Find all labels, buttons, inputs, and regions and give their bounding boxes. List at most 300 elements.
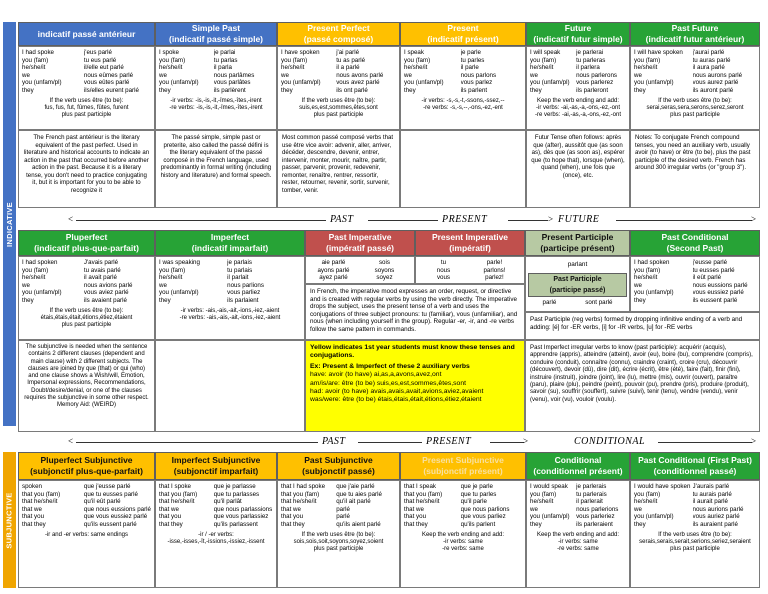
conjugation-row xyxy=(404,72,522,80)
english-form: we xyxy=(634,71,642,79)
french-form: ils parlaient xyxy=(227,296,259,304)
english-form: they xyxy=(634,86,646,94)
french-form: vous parlerez xyxy=(576,79,614,87)
conjugation-row xyxy=(419,274,521,282)
conj-pluperfect xyxy=(18,256,155,340)
french-form: je parlerai xyxy=(576,49,604,56)
english-form: you (unfam/pl) xyxy=(634,79,674,87)
timeline-past-present-future: < PAST PRESENT > FUTURE > xyxy=(68,214,757,225)
french-form: tu eus parlé xyxy=(83,56,117,64)
conjugation-row xyxy=(159,49,273,57)
french-form: tu parleras xyxy=(576,56,606,64)
conjugation-row xyxy=(159,521,273,529)
conj-present-imperative xyxy=(415,256,525,284)
header-pluperfect: Pluperfect (indicatif plus-que-parfait) xyxy=(18,230,155,256)
english-form: that he/she/it xyxy=(22,498,58,506)
english-form: we xyxy=(281,71,289,79)
english-form: we xyxy=(159,71,167,79)
conjugation-row xyxy=(22,483,151,491)
english-form: that I had spoke xyxy=(281,483,326,490)
header-imperfect-subjunctive: Imperfect Subjunctive (subjonctif imparfait) xyxy=(155,452,277,480)
conjugation-row xyxy=(404,521,522,529)
english-form: that he/she/it xyxy=(281,498,317,506)
header-past-participle: Past Participle (participe passé) xyxy=(528,273,627,297)
french-form: vous avez parlé xyxy=(336,79,380,87)
conjugation-row xyxy=(22,513,151,521)
conjugation-row xyxy=(634,259,756,267)
header-passe-anterieur: indicatif passé antérieur xyxy=(18,22,155,46)
french-form: nous parlâmes xyxy=(213,71,255,79)
conjugation-row xyxy=(634,513,756,521)
conj-past-imperative xyxy=(305,256,415,284)
present-participle-value: parlant xyxy=(567,261,588,268)
header-present-perfect: Present Perfect (passé composé) xyxy=(277,22,400,46)
conjugation-row xyxy=(530,521,626,529)
french-form: il eût parlé xyxy=(692,274,722,282)
french-form: je parlais xyxy=(227,259,252,266)
english-form: we xyxy=(634,505,642,513)
conj-past-subjunctive xyxy=(277,480,400,588)
french-form: je parlai xyxy=(213,49,236,56)
conj-past-future xyxy=(630,46,760,130)
english-form: that you (fam) xyxy=(22,490,61,498)
english-form: vous xyxy=(436,274,451,282)
english-form: I would have spoken xyxy=(634,483,691,490)
conjugation-row xyxy=(530,72,626,80)
english-form: that we xyxy=(281,505,301,513)
conjugation-row xyxy=(22,79,151,87)
french-form: ils/elles eurent parlé xyxy=(83,86,139,94)
english-form: that you xyxy=(281,513,304,521)
header-simple-past: Simple Past (indicatif passé simple) xyxy=(155,22,277,46)
conjugation-row xyxy=(22,506,151,514)
conjugation-row xyxy=(22,49,151,57)
french-form: vous eûtes parlé xyxy=(83,79,130,87)
note-present-perfect: Most common passé composé verbs that use être vice avoir: advenir, aller, arriver, décéder, descendre, devenir, entrer, intervenir, monter, mourir, naître, partir, passer, parvenir, provenir, redevenir, remonter, renaître, rentrer, ressortir, rester, retourner, revenir, sortir, survenir, tomber, venir. xyxy=(277,130,400,208)
conj-present xyxy=(400,46,526,130)
french-form: il a parlé xyxy=(336,64,360,72)
conjugation-footnote: If the verb uses être (to be): fus, fus, fut, fûmes, fûtes, furent plus past participle xyxy=(44,97,129,119)
french-form: tu as parlé xyxy=(336,56,366,64)
conjugation-footnote: If the verb uses être (to be): serais,serais,serait,serions,seriez,seraient plus past participle xyxy=(639,531,751,553)
header-pluperfect-subjunctive: Pluperfect Subjunctive (subjonctif plus-que-parfait) xyxy=(18,452,155,480)
conjugation-row xyxy=(634,57,756,65)
note-yellow-key: Yellow indicates 1st year students must know these tenses and conjugations. Ex: Present & Imperfect of these 2 auxiliary verbs have: avoir (to have) ai,as,a,avons,avez,ont am/is/are: être (to be) suis,es,est,sommes,êtes,sont had: avoir (to have) avais,avais,avait,avions,aviez,avaient was/were: être (to be) étais,étais,était,étions,étiez,étaient xyxy=(305,340,525,432)
conjugation-row xyxy=(530,483,626,491)
conjugation-row xyxy=(281,87,396,95)
english-form: spoken xyxy=(22,483,42,490)
conjugation-row xyxy=(634,521,756,529)
conj-past-conditional-first xyxy=(630,480,760,588)
english-form: you (unfam/pl) xyxy=(404,79,444,87)
french-form: sois xyxy=(378,259,390,266)
conjugation-row xyxy=(404,57,522,65)
note-simple-past: The passé simple, simple past or preterite, also called the passé défini is the literary equivalent of the passé composé in the French language, used predominantly in formal writing (including history and literature) and formal speech. xyxy=(155,130,277,208)
french-form: ils parlent xyxy=(460,86,488,94)
conjugation-row xyxy=(159,483,273,491)
english-form: you (unfam/pl) xyxy=(530,513,570,521)
conjugation-row xyxy=(634,297,756,305)
french-form: vous aurez parlé xyxy=(692,79,739,87)
french-form: ils avaient parlé xyxy=(83,296,127,304)
conjugation-row xyxy=(159,282,301,290)
conjugation-row xyxy=(419,259,521,267)
english-form: that we xyxy=(159,505,179,513)
conjugation-footnote: Keep the verb ending and add: -ir verbs: same -re verbs: same xyxy=(536,531,620,553)
conjugation-row xyxy=(530,87,626,95)
conjugation-row xyxy=(159,64,273,72)
english-form: that you xyxy=(22,513,45,521)
english-form: that you (fam) xyxy=(159,490,198,498)
english-form: that we xyxy=(22,505,42,513)
english-form: he/she/it xyxy=(159,64,183,72)
english-form: you (unfam/pl) xyxy=(281,79,321,87)
conjugation-row xyxy=(159,491,273,499)
conjugation-row xyxy=(404,506,522,514)
note-passe-anterieur: The French past antérieur is the literary equivalent of the past perfect. Used in literature and historical accounts to indicate an action in the past that occurred before another action in the past. Because it is a literary tense, you don't need to practice conjugating it, but it is important for you to be able to recognize it xyxy=(18,130,155,208)
french-form: tu parlerais xyxy=(576,490,607,498)
english-form: they xyxy=(22,86,34,94)
conjugation-row xyxy=(634,498,756,506)
english-form: you (fam) xyxy=(634,266,661,274)
french-form: J'aurais parlé xyxy=(692,483,730,490)
conjugation-row xyxy=(22,87,151,95)
english-form: you (fam) xyxy=(281,56,308,64)
conjugation-row xyxy=(159,289,301,297)
conjugation-row xyxy=(404,49,522,57)
french-form: parle! xyxy=(486,259,503,266)
participle-block xyxy=(525,256,630,312)
english-form: we xyxy=(530,71,538,79)
conjugation-row xyxy=(634,79,756,87)
subjunctive-side-label: SUBJUNCTIVE xyxy=(3,452,16,588)
note-imperative: In French, the imperative mood expresses an order, request, or directive and is created with regular verbs by using the verb directly. The imperative drops the subject, uses the present tense of a verb and uses the conjugations of three subject pronouns: tu (familiar), vous (unfamiliar), and nous (when including yourself in the group). Regular -er, -ir, and -re verbs follow the same pattern in commands. xyxy=(305,284,525,340)
french-form: soyons xyxy=(374,266,395,274)
conjugation-row xyxy=(22,297,151,305)
french-form: que j'aie parlé xyxy=(336,483,375,490)
conjugation-row xyxy=(634,267,756,275)
english-form: I had spoken xyxy=(22,259,58,266)
english-form: that you xyxy=(159,513,182,521)
conj-imperfect xyxy=(155,256,305,340)
english-form: we xyxy=(22,71,30,79)
conjugation-row xyxy=(159,506,273,514)
english-form: we xyxy=(22,281,30,289)
english-form: that they xyxy=(159,520,183,528)
note-past-future: Notes: To conjugate French compound tenses, you need an auxiliary verb, usually avoir (to have) or être (to be), plus the past participle of the desired verb. French has around 300 irregular verbs (or "group 3"). xyxy=(630,130,760,208)
conjugation-footnote: -ir verbs: -s,-s,-t,-ssons,-ssez,-- -re verbs: -s,-s,--,-ons,-ez,-ent xyxy=(421,97,505,111)
conjugation-row xyxy=(22,274,151,282)
french-form: il parlera xyxy=(576,64,600,72)
french-form: qu'il ait parlé xyxy=(336,498,371,506)
conj-pluperfect-subjunctive xyxy=(18,480,155,588)
english-form: tu xyxy=(440,259,447,266)
timeline-past-present-conditional: < PAST PRESENT > CONDITIONAL > xyxy=(68,436,757,447)
french-form: il parlait xyxy=(227,274,249,282)
english-form: they xyxy=(159,296,171,304)
french-form: vous parlez xyxy=(460,79,493,87)
french-form: parlé xyxy=(336,513,350,521)
note-present xyxy=(400,130,526,208)
english-form: they xyxy=(404,86,416,94)
conjugation-footnote: If the verb uses être (to be): serai,seras,sera,serons,serez,seront plus past participle xyxy=(646,97,744,119)
french-form: qu'il parlât xyxy=(213,498,242,506)
note-future: Futur Tense often follows: après que (after), aussitôt que (as soon as), dès que (as soon as), espérer que (to hope that), lorsque (when), quand (when), une fois que (once), etc. xyxy=(526,130,630,208)
french-form: ils ont parlé xyxy=(336,86,368,94)
conjugation-row xyxy=(419,267,521,275)
conjugation-row xyxy=(404,498,522,506)
french-form: tu parlas xyxy=(213,56,238,64)
french-form: vous eussiez parlé xyxy=(692,289,744,297)
english-form: you (unfam/pl) xyxy=(22,79,62,87)
english-form: I have spoken xyxy=(281,49,320,56)
french-form: tu parlais xyxy=(227,266,253,274)
conj-past-conditional-second xyxy=(630,256,760,312)
conjugation-footnote: -ir and -er verbs: same endings xyxy=(44,531,129,538)
english-form: you (unfam/pl) xyxy=(634,513,674,521)
english-form: he/she/it xyxy=(159,274,183,282)
conjugation-row xyxy=(281,57,396,65)
conjugation-row xyxy=(634,289,756,297)
french-form: que tu aies parlé xyxy=(336,490,382,498)
french-form: vous parliez xyxy=(227,289,261,297)
conjugation-row xyxy=(22,72,151,80)
conjugation-row xyxy=(159,87,273,95)
header-future: Future (indicatif futur simple) xyxy=(526,22,630,46)
french-form: que nous eussions parlé xyxy=(83,505,151,513)
header-present: Present (indicatif présent) xyxy=(400,22,526,46)
conjugation-row xyxy=(634,64,756,72)
conjugation-row xyxy=(281,483,396,491)
french-form: que nous parlions xyxy=(460,505,510,513)
conjugation-footnote: -ir verbs: -is,-is,-it,-îmes,-îtes,-irent -re verbs: -is,-is,-it,-îmes,-îtes,-irent xyxy=(169,97,263,111)
header-present-imperative: Present Imperative (impératif) xyxy=(415,230,525,256)
french-form: j'aurai parlé xyxy=(692,49,725,56)
conjugation-row xyxy=(530,64,626,72)
conjugation-footnote: -ir / -er verbs: -isse,-isses,-ît,-issions,-issiez,-issent xyxy=(167,531,265,545)
french-form: nous parlerons xyxy=(576,71,618,79)
conjugation-row xyxy=(530,79,626,87)
conjugation-row xyxy=(22,57,151,65)
french-form: que vous parliez xyxy=(460,513,506,521)
english-form: they xyxy=(530,520,542,528)
conj-future xyxy=(526,46,630,130)
timeline-past-label: PAST xyxy=(330,214,354,225)
conjugation-row xyxy=(404,491,522,499)
english-form: that we xyxy=(404,505,424,513)
english-form: they xyxy=(159,86,171,94)
conjugation-row xyxy=(159,79,273,87)
french-form: tu avais parlé xyxy=(83,266,121,274)
french-form: ils parlèrent xyxy=(213,86,246,94)
conjugation-row xyxy=(530,49,626,57)
english-form: you (unfam/pl) xyxy=(634,289,674,297)
french-form: qu'il eût parlé xyxy=(83,498,121,506)
english-form: I was speaking xyxy=(159,259,200,266)
timeline-present-label: PRESENT xyxy=(442,214,488,225)
english-form: you (unfam/pl) xyxy=(530,79,570,87)
conjugation-row xyxy=(404,87,522,95)
french-form: ils eussent parlé xyxy=(692,296,738,304)
french-form: j'ai parlé xyxy=(336,49,360,56)
french-form: qu'ils parlassent xyxy=(213,520,258,528)
french-form: que tu eusses parlé xyxy=(83,490,138,498)
english-form: you (fam) xyxy=(22,56,49,64)
conjugation-footnote: If the verb uses être (to be): suis,es,est,sommes,êtes,sont plus past participle xyxy=(299,97,378,119)
conj-passe-anterieur xyxy=(18,46,155,130)
conjugation-row xyxy=(530,513,626,521)
conjugation-footnote: Keep the verb ending and add: -ir verbs: -ai,-as,-a,-ons,-ez,-ont -re verbs: -ai,-as,-a,-ons,-ez,-ont xyxy=(534,97,622,119)
conjugation-row xyxy=(22,64,151,72)
conjugation-row xyxy=(634,274,756,282)
french-form: nous parlerions xyxy=(576,505,619,513)
conjugation-row xyxy=(22,491,151,499)
french-form: qu'ils aient parlé xyxy=(336,520,381,528)
english-form: they xyxy=(634,296,646,304)
timeline-future-label: FUTURE xyxy=(558,214,600,225)
conjugation-row xyxy=(634,483,756,491)
english-form: ayez parlé xyxy=(319,274,348,282)
english-form: that you (fam) xyxy=(281,490,320,498)
french-form: ils parleront xyxy=(576,86,609,94)
conjugation-row xyxy=(530,57,626,65)
french-form: ils auraient parlé xyxy=(692,520,738,528)
header-past-future: Past Future (indicatif futur antérieur) xyxy=(630,22,760,46)
timeline2-conditional-label: CONDITIONAL xyxy=(574,436,646,447)
english-form: I will speak xyxy=(530,49,561,56)
french-form: il avait parlé xyxy=(83,274,117,282)
conjugation-row xyxy=(281,506,396,514)
conjugation-footnote: -ir verbs: -ais,-ais,-ait,-ions,-iez,-aient -re verbs: -ais,-ais,-ait,-ions,-iez,-aient xyxy=(179,307,281,321)
french-form: qu'il parle xyxy=(460,498,487,506)
note-irregular-participles: Past Imperfect irregular verbs to know (past participle): acquérir (acquis), apprendre (appris), atteindre (atteint), avoir (eu), boire (bu), comprendre (compris), conduire (conduit), connaître (connu), craindre (craint), croire (cru), découvrir (découvert), devoir (dû), dire (dit), écrire (écrit), être (été), faire (fait), finir (fini), instruire (instruit), joindre (joint), lire (lu), mettre (mis), ouvrir (ouvert), paraître (paru), plaire (plu), peindre (peint), pouvoir (pu), prendre (pris), produire (produit), savoir (su), souffrir (souffert), suivre (suivi), tenir (tenu), vendre (vendu), venir (venu), voir (vu), vouloir (voulu). xyxy=(525,340,760,432)
french-form: nous aurions parlé xyxy=(692,505,744,513)
english-form: he/she/it xyxy=(281,64,305,72)
english-form: they xyxy=(634,520,646,528)
english-form: they xyxy=(281,86,293,94)
english-form: we xyxy=(159,281,167,289)
english-form: that he/she/it xyxy=(404,498,440,506)
conjugation-row xyxy=(281,72,396,80)
conjugation-row xyxy=(530,498,626,506)
english-form: you (fam) xyxy=(159,266,186,274)
english-form: you (unfam/pl) xyxy=(159,289,199,297)
french-form: J'avais parlé xyxy=(83,259,119,266)
header-imperfect: Imperfect (indicatif imparfait) xyxy=(155,230,305,256)
french-form: qu'ils eussent parlé xyxy=(83,520,137,528)
english-form: we xyxy=(634,281,642,289)
header-past-imperative: Past Imperative (impératif passé) xyxy=(305,230,415,256)
header-present-participle: Present Participle (participe présent) xyxy=(525,230,630,256)
french-form: que je parlasse xyxy=(213,483,256,490)
english-form: he/she/it xyxy=(530,64,554,72)
conj-present-perfect xyxy=(277,46,400,130)
conjugation-row xyxy=(22,521,151,529)
english-form: you (fam) xyxy=(634,56,661,64)
english-form: he/she/it xyxy=(404,64,428,72)
french-form: ils parleraient xyxy=(576,520,613,528)
conjugation-row xyxy=(281,521,396,529)
conjugation-row xyxy=(634,87,756,95)
english-form: he/she/it xyxy=(530,498,554,506)
past-participle-values: parlé sont parlé xyxy=(542,299,613,306)
english-form: you (fam) xyxy=(404,56,431,64)
conjugation-row xyxy=(634,491,756,499)
conjugation-row xyxy=(22,289,151,297)
english-form: that you (fam) xyxy=(404,490,443,498)
english-form: I speak xyxy=(404,49,424,56)
header-past-subjunctive: Past Subjunctive (subjonctif passé) xyxy=(277,452,400,480)
english-form: that they xyxy=(281,520,305,528)
english-form: I spoke xyxy=(159,49,179,56)
conjugation-row xyxy=(404,79,522,87)
french-form: que vous eussiez parlé xyxy=(83,513,148,521)
conjugation-row xyxy=(22,267,151,275)
english-form: ayons parlé xyxy=(317,266,350,274)
english-form: you (fam) xyxy=(634,490,661,498)
conjugation-row xyxy=(634,72,756,80)
conjugation-row xyxy=(530,491,626,499)
french-form: ils auront parlé xyxy=(692,86,734,94)
conjugation-row xyxy=(309,267,411,275)
english-form: that they xyxy=(22,520,46,528)
french-form: tu eusses parlé xyxy=(692,266,735,274)
conjugation-row xyxy=(404,64,522,72)
english-form: we xyxy=(404,71,412,79)
conjugation-row xyxy=(530,506,626,514)
header-past-conditional-second: Past Conditional (Second Past) xyxy=(630,230,760,256)
conjugation-footnote: If the verb uses être (to be): sois,sois,soit,soyons,soyez,soient plus past participle xyxy=(293,531,384,553)
english-form: they xyxy=(530,86,542,94)
french-form: vous parleriez xyxy=(576,513,615,521)
french-form: nous eussions parlé xyxy=(692,281,748,289)
conjugation-row xyxy=(281,513,396,521)
note-subjunctive: The subjunctive is needed when the sentence contains 2 different clauses (dependent and main clause) with 2 different subjects. The clauses are joined by que (that) or qui (who) and one clause shows a Wish/will, Emotion, Impersonal expressions, Recommendations, Doubt/desire/denial, or one of the clauses requires the subjunctive in some other respect. Memory Aid: (WEIRD) xyxy=(18,340,155,432)
french-form: soyez xyxy=(376,274,393,282)
conjugation-footnote: Keep the verb ending and add: -ir verbs: same -re verbs: same xyxy=(421,531,505,553)
conjugation-row xyxy=(159,259,301,267)
conjugation-row xyxy=(281,498,396,506)
english-form: you (fam) xyxy=(22,266,49,274)
conjugation-row xyxy=(22,498,151,506)
conjugation-row xyxy=(634,282,756,290)
blank-below-imperfect xyxy=(155,340,305,432)
conjugation-row xyxy=(309,274,411,282)
english-form: aie parlé xyxy=(321,259,346,266)
english-form: he/she/it xyxy=(634,274,658,282)
conjugation-row xyxy=(159,72,273,80)
conjugation-row xyxy=(281,49,396,57)
timeline2-past-label: PAST xyxy=(322,436,346,447)
french-form: vous aviez parlé xyxy=(83,289,129,297)
french-form: nous parlions xyxy=(227,281,264,289)
french-form: nous parlons xyxy=(460,71,497,79)
conj-imperfect-subjunctive xyxy=(155,480,277,588)
conjugation-row xyxy=(634,506,756,514)
english-form: you (unfam/pl) xyxy=(159,79,199,87)
english-form: he/she/it xyxy=(22,274,46,282)
french-form: qu'ils parlent xyxy=(460,520,496,528)
english-form: you (fam) xyxy=(530,56,557,64)
conjugation-row xyxy=(159,498,273,506)
french-form: tu parles xyxy=(460,56,485,64)
header-conditional: Conditional (conditionnel présent) xyxy=(526,452,630,480)
english-form: I had spoken xyxy=(634,259,670,266)
header-present-subjunctive: Present Subjunctive (subjonctif présent) xyxy=(400,452,526,480)
english-form: he/she/it xyxy=(22,64,46,72)
indicative-side-label: INDICATIVE xyxy=(3,22,16,426)
english-form: he/she/it xyxy=(634,64,658,72)
